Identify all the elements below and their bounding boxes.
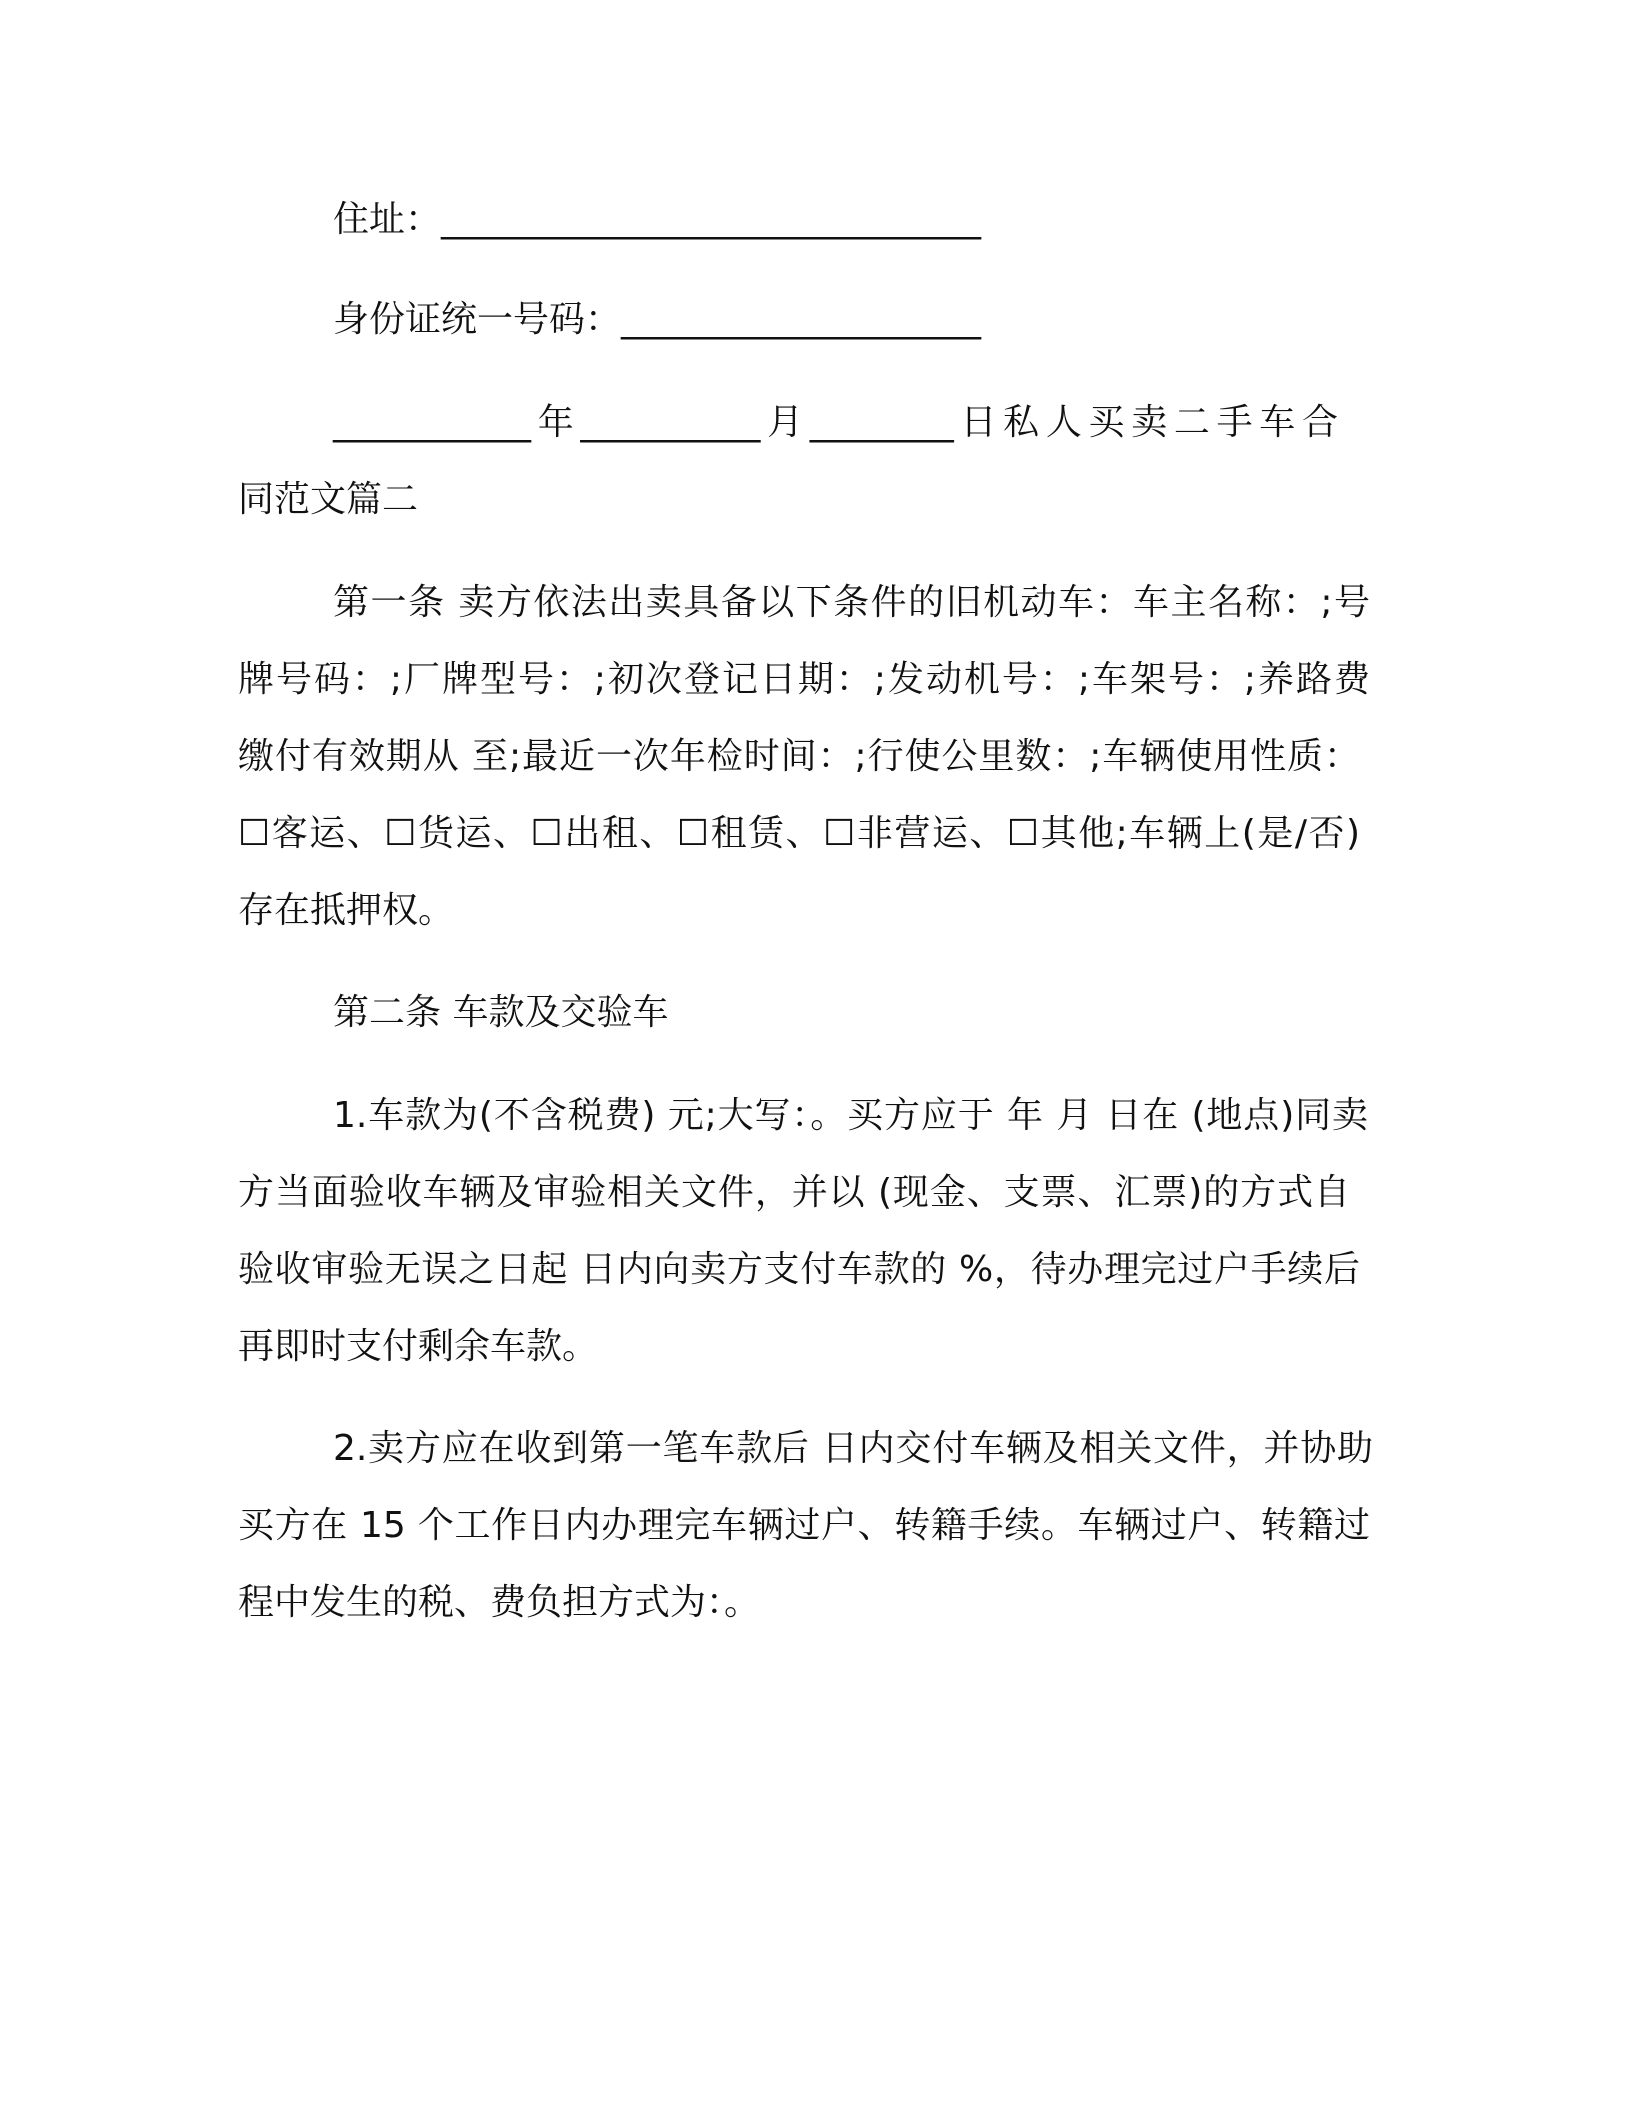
clause1-line: 方当面验收车辆及审验相关文件，并以 (现金、支票、汇票)的方式自: [238, 1172, 1350, 1213]
section-title: 同范文篇二: [238, 479, 419, 520]
id-number-field-line: 身份证统一号码：____________________: [333, 299, 982, 340]
article1-line: 牌号码：;厂牌型号：;初次登记日期：;发动机号：;车架号：;养路费: [238, 659, 1370, 700]
address-field-line: 住址：______________________________: [333, 199, 982, 240]
article2-heading: 第二条 车款及交验车: [333, 992, 669, 1033]
clause2-line: 买方在 15 个工作日内办理完车辆过户、转籍手续。车辆过户、转籍过: [238, 1505, 1370, 1546]
clause1-line: 1.车款为(不含税费) 元;大写：。买方应于 年 月 日在 (地点)同卖: [333, 1095, 1368, 1136]
clause2-line: 2.卖方应在收到第一笔车款后 日内交付车辆及相关文件，并协助: [333, 1428, 1373, 1469]
article1-line: 缴付有效期从 至;最近一次年检时间：;行使公里数：;车辆使用性质：: [238, 736, 1360, 777]
article1-line: ☐客运、☐货运、☐出租、☐租赁、☐非营运、☐其他;车辆上(是/否): [238, 813, 1360, 854]
article1-line: 存在抵押权。: [238, 890, 455, 931]
date-title-line: ___________年__________月________日私人买卖二手车合: [333, 402, 1338, 443]
article1-line: 第一条 卖方依法出卖具备以下条件的旧机动车：车主名称：;号: [333, 582, 1370, 623]
clause2-line: 程中发生的税、费负担方式为：。: [238, 1582, 761, 1623]
clause1-line: 验收审验无误之日起 日内向卖方支付车款的 %，待办理完过户手续后: [238, 1249, 1360, 1290]
clause1-line: 再即时支付剩余车款。: [238, 1326, 599, 1367]
